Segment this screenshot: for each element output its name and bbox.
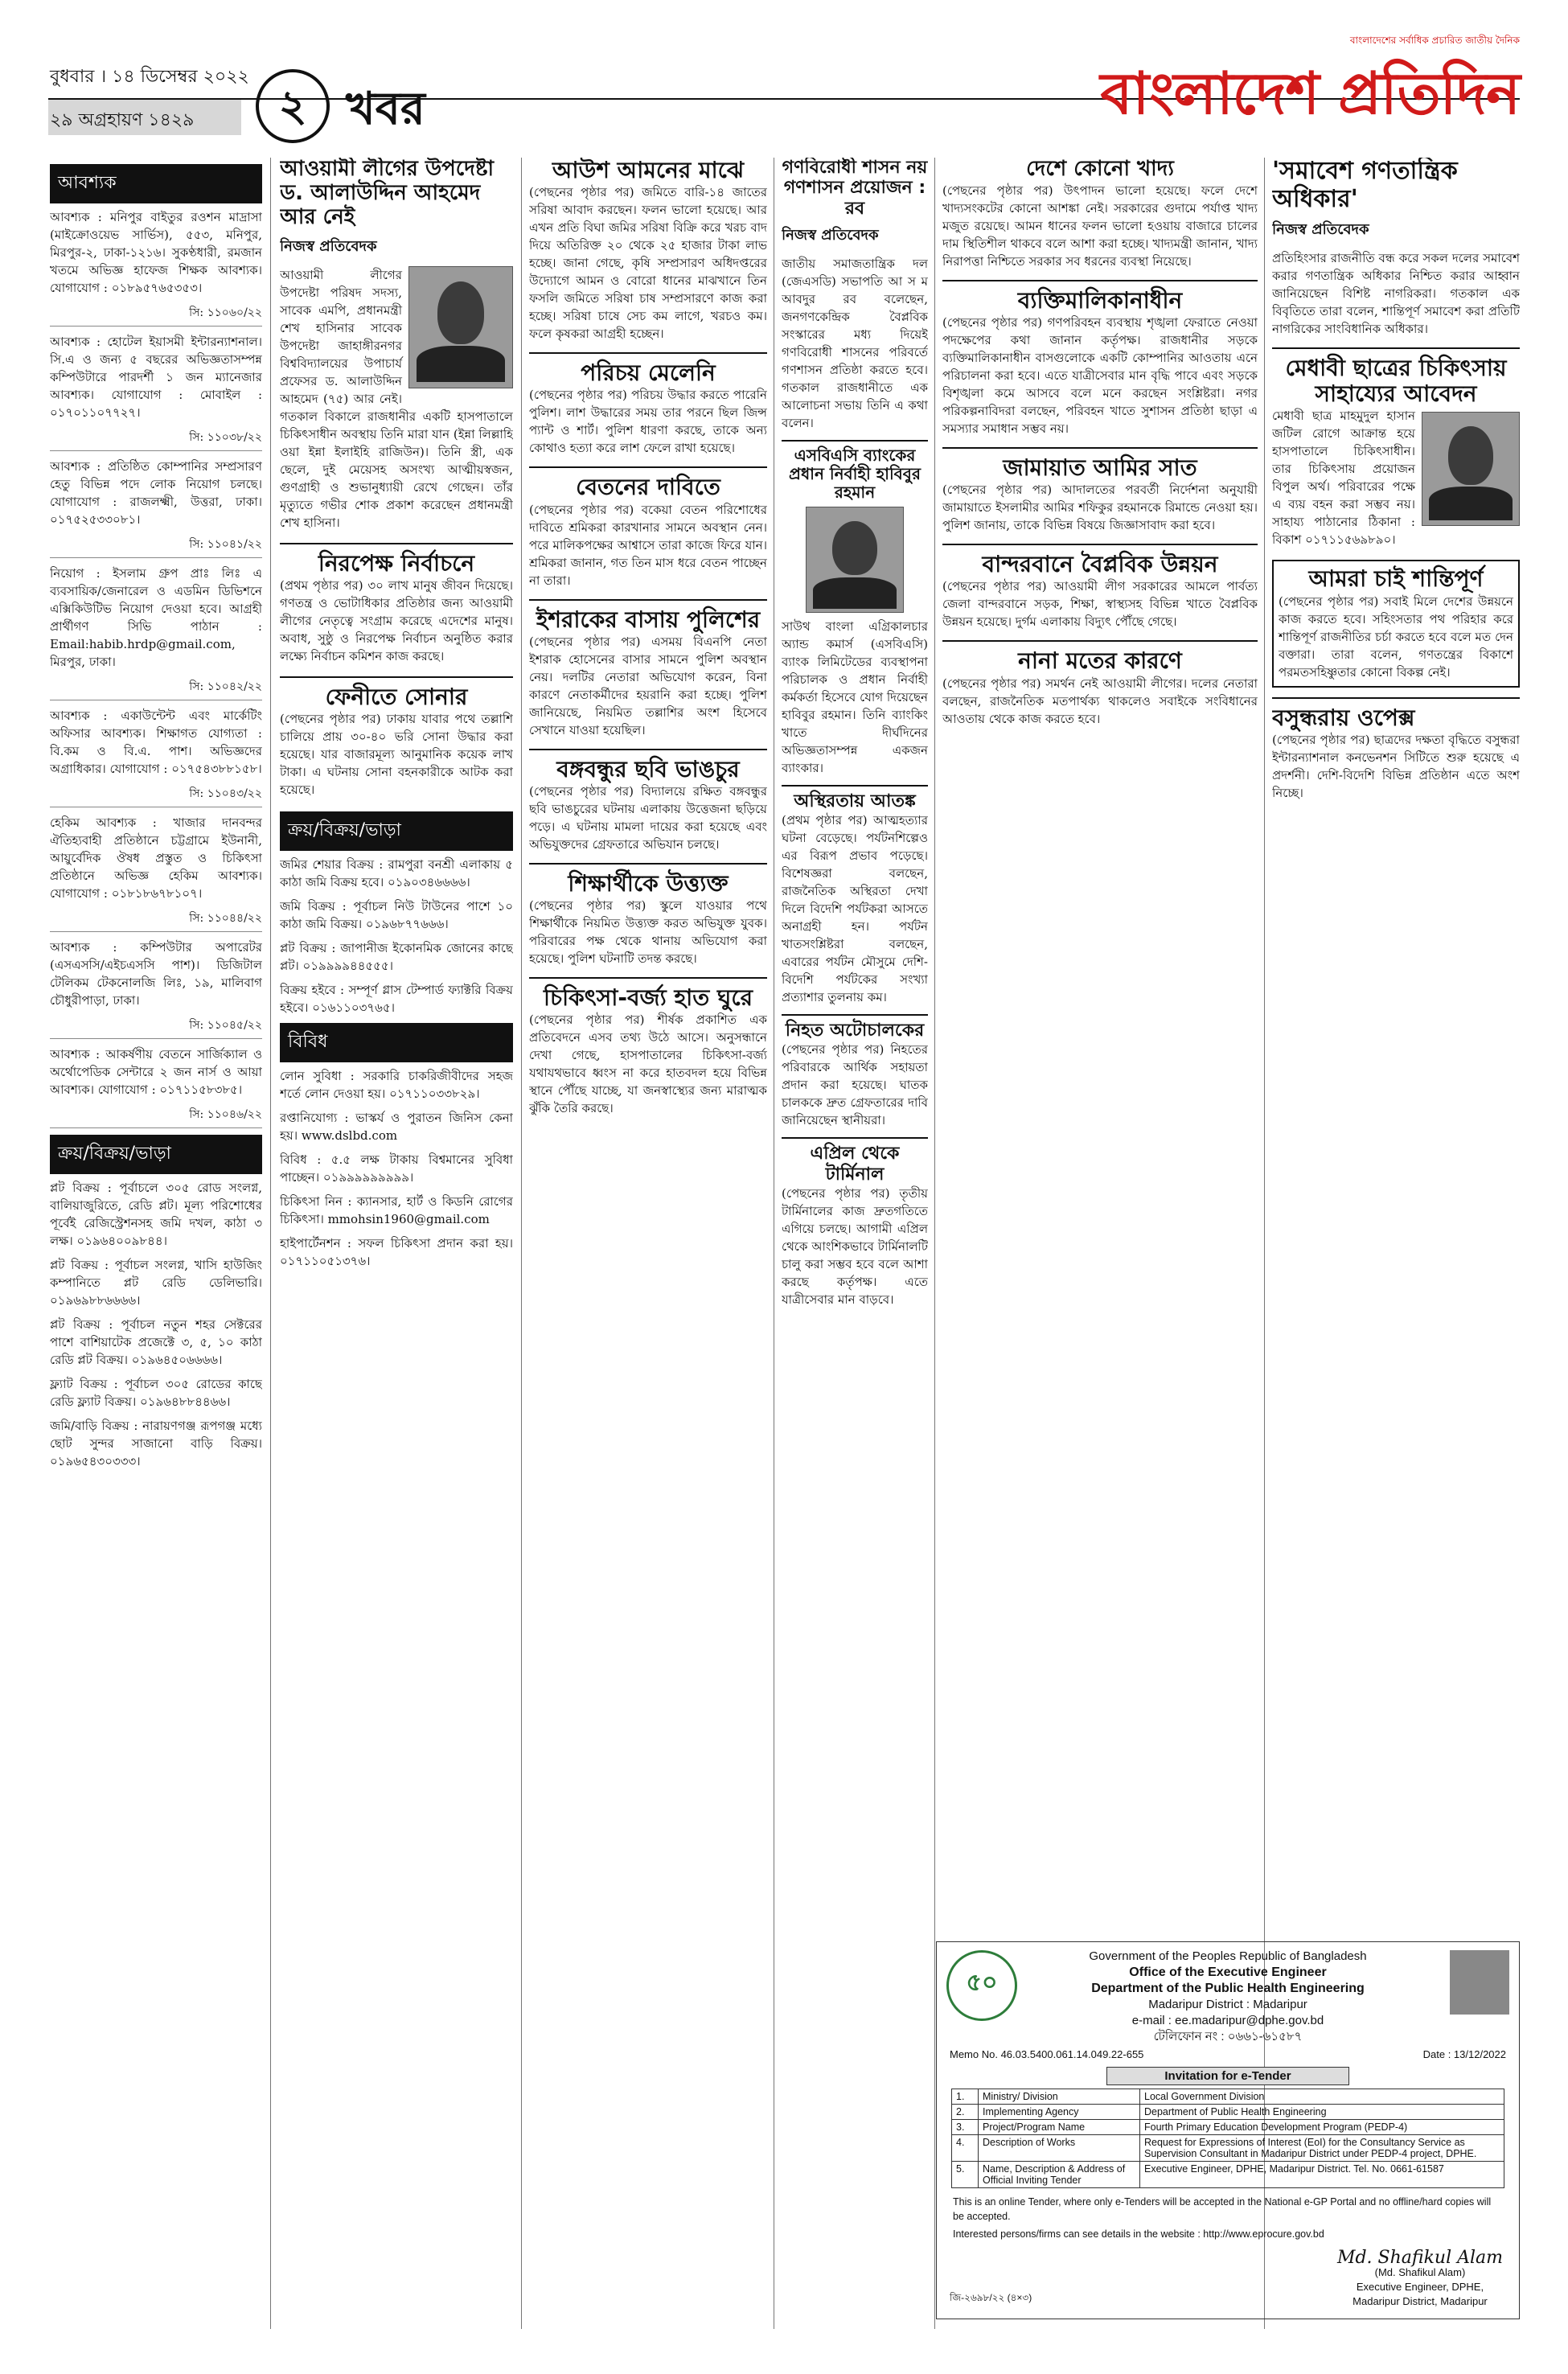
article-headline: মেধাবী ছাত্রের চিকিৎসায় সাহায্যের আবেদন bbox=[1272, 347, 1520, 407]
article-body: সাউথ বাংলা এগ্রিকালচার অ্যান্ড কমার্স (এসবিএসি) ব্যাংক লিমিটেডের ব্যবস্থাপনা পরিচালক ও প্রধান নির্বাহী কর্মকর্তা হিসেবে যোগ দিয়েছেন হাবিবুর রহমান। তিনি ব্যাংকিং খাতে দীর্ঘদিনের অভিজ্ঞতাসম্পন্ন একজন ব্যাংকার। bbox=[782, 618, 928, 775]
classified-ad: প্লট বিক্রয় : পূর্বাচল সংলগ্ন, খাসি হাউজিং কম্পানিতে প্লট রেডি ডেলিভারি। ০১৯৬৯৮৮৬৬৬৬। bbox=[50, 1258, 262, 1308]
article-body: (পেছনের পৃষ্ঠার পর) বিদ্যালয়ে রক্ষিত বঙ্গবন্ধুর ছবি ভাঙচুরের ঘটনায় এলাকায় উত্তেজনা ছড়িয়ে পড়ে। এ ঘটনায় মামলা দায়ের করা হয়েছে এবং অভিযুক্তদের গ্রেফতারে অভিযান চলছে। bbox=[529, 783, 767, 852]
ad-ref: জি-২৬৯৮/২২ (৪×৩) bbox=[950, 2292, 1032, 2303]
tender-header-line: টেলিফোন নং : ০৬৬১-৬১৫৮৭ bbox=[1153, 2030, 1303, 2043]
classified-ref: সি: ১১০৪৬/২২ bbox=[50, 1105, 262, 1128]
article-headline: চিকিৎসা-বর্জ্য হাত ঘুরে bbox=[529, 977, 767, 1011]
article-body: (পেছনের পৃষ্ঠার পর) ঢাকায় যাবার পথে তল্লাশি চালিয়ে প্রায় ৩০-৪০ ভরি সোনা উদ্ধার করা হয়েছে। যার বাজারমূল্য আনুমানিক কয়েক লাখ টাকা। এ ঘটনায় সোনা বহনকারীকে আটক করা হয়েছে। bbox=[280, 712, 513, 798]
signature-mark: Md. Shafikul Alam bbox=[1336, 2248, 1503, 2268]
newspaper-logo bbox=[1100, 34, 1520, 146]
classified-ad: জমি বিক্রয় : পূর্বাচল নিউ টাউনের পাশে ১০ কাঠা জমি বিক্রয়। ০১৯৬৮৭৭৬৬৬। bbox=[280, 899, 513, 932]
article-headline: ব্যক্তিমালিকানাধীন bbox=[942, 280, 1258, 314]
tender-header-line: Madaripur District : Madaripur bbox=[1148, 1998, 1307, 2011]
classified-ad: রপ্তানিযোগ্য : ভাস্কর্য ও পুরাতন জিনিস কেনা হয়। www.dslbd.com bbox=[280, 1111, 513, 1144]
classified-ad: আবশ্যক : আকর্ষণীয় বেতনে সার্জিক্যাল ও অর্থোপেডিক সেন্টারে ২ জন নার্স ও আয়া আবশ্যক। যোগাযোগ : ০১৭১১৫৮৩৮৫। bbox=[50, 1047, 262, 1097]
article-body: (পেছনের পৃষ্ঠার পর) সবাই মিলে দেশের উন্নয়নে কাজ করতে হবে। সহিংসতার পথ পরিহার করে শান্তিপূর্ণ রাজনীতির চর্চা করতে হবে বলে মত দেন বক্তারা। তারা বলেন, গণতন্ত্রের বিকাশে পরমতসহিষ্ণুতার কোনো বিকল্প নেই। bbox=[1279, 594, 1513, 680]
article-body: (পেছনের পৃষ্ঠার পর) স্কুলে যাওয়ার পথে শিক্ষার্থীকে নিয়মিত উত্ত্যক্ত করত অভিযুক্ত যুবক। পরিবারের পক্ষ থেকে থানায় অভিযোগ করা হয়েছে। পুলিশ ঘটনাটি তদন্ত করছে। bbox=[529, 898, 767, 967]
article-headline: এপ্রিল থেকে টার্মিনাল bbox=[782, 1137, 928, 1185]
classified-ad: আবশ্যক : মনিপুর বাইতুর রওশন মাদ্রাসা (মাইক্রোওয়েভ সার্ভিস), ৫৫৩, মনিপুর, মিরপুর-২, ঢাকা-১২১৬। সুকণ্ঠধারী, রমজান খতমে অভিজ্ঞ হাফেজ শিক্ষক আবশ্যক। যোগাযোগ : ০১৮৯৫৭৬৫৩৫৩। bbox=[50, 210, 262, 295]
table-cell: 3. bbox=[952, 2120, 979, 2135]
article-body: (প্রথম পৃষ্ঠার পর) আত্মহত্যার ঘটনা বেড়েছে। পর্যটনশিল্পেও এর বিরূপ প্রভাব পড়েছে। বিশেষজ্ঞরা বলছেন, রাজনৈতিক অস্থিরতা দেখা দিলে বিদেশি পর্যটকরা আসতে অনাগ্রহী হন। পর্যটন খাতসংশ্লিষ্টরা বলছেন, এবারের পর্যটন মৌসুমে দেশি-বিদেশি পর্যটকের সংখ্যা প্রত্যাশার তুলনায় কম। bbox=[782, 813, 928, 1005]
article-headline: বসুন্ধরায় ওপেক্স bbox=[1272, 697, 1520, 731]
table-cell: Fourth Primary Education Development Program (PEDP-4) bbox=[1140, 2120, 1504, 2135]
classified-ad: ফ্ল্যাট বিক্রয় : পূর্বাচল ৩০৫ রোডের কাছে রেডি ফ্ল্যাট বিক্রয়। ০১৯৬৪৮৮৪৪৬৬। bbox=[50, 1377, 262, 1409]
table-row bbox=[952, 2162, 1504, 2188]
column-4 bbox=[782, 158, 928, 1927]
logo-tagline: বাংলাদেশের সর্বাধিক প্রচারিত জাতীয় দৈনিক bbox=[1349, 35, 1520, 46]
article-body: (পেছনের পৃষ্ঠার পর) সমর্থন নেই আওয়ামী লীগের। দলের নেতারা বলছেন, রাজনৈতিক মতপার্থক্য থাকলেও সবাইকে সংবিধানের আওতায় থেকে কাজ করতে হবে। bbox=[942, 676, 1258, 726]
signatory-title: Executive Engineer, DPHE, bbox=[1356, 2281, 1484, 2293]
article-headline: গণবিরোধী শাসন নয় গণশাসন প্রয়োজন : রব bbox=[782, 158, 928, 219]
article-body: (পেছনের পৃষ্ঠার পর) আদালতের পরবর্তী নির্দেশনা অনুযায়ী জামায়াতে ইসলামীর আমির শফিকুর রহমানকে রিমান্ডে নেওয়া হয়। পুলিশ জানায়, তাকে বিভিন্ন বিষয়ে জিজ্ঞাসাবাদ করা হবে। bbox=[942, 483, 1258, 533]
article-headline: নিরপেক্ষ নির্বাচনে bbox=[280, 543, 513, 577]
classified-ad: জমির শেয়ার বিক্রয় : রামপুরা বনশ্রী এলাকায় ৫ কাঠা জমি বিক্রয় হবে। ০১৯০৩৪৬৬৬৬। bbox=[280, 857, 513, 890]
table-cell: 4. bbox=[952, 2135, 979, 2162]
classified-ad: জমি/বাড়ি বিক্রয় : নারায়ণগঞ্জ রূপগঞ্জ মধ্যে ছোট সুন্দর সাজানো বাড়ি বিক্রয়। ০১৯৬৫৪৩০৩৩৩। bbox=[50, 1419, 262, 1468]
article-headline: আউশ আমনের মাঝে bbox=[552, 158, 745, 183]
article-byline: নিজস্ব প্রতিবেদক bbox=[280, 237, 377, 255]
classified-heading: ক্রয়/বিক্রয়/ভাড়া bbox=[280, 811, 513, 851]
classified-ad: বিবিধ : ৫.৫ লক্ষ টাকায় বিশ্বমানের সুবিধা পাচ্ছেন। ০১৯৯৯৯৯৯৯৯৯। bbox=[280, 1152, 513, 1185]
portrait-photo bbox=[806, 507, 904, 613]
classified-column bbox=[50, 158, 262, 2345]
table-row bbox=[952, 2135, 1504, 2162]
memo-number: Memo No. 46.03.5400.061.14.049.22-655 bbox=[950, 2048, 1144, 2060]
article-headline: এসবিএসি ব্যাংকের প্রধান নির্বাহী হাবিবুর রহমান bbox=[782, 440, 928, 502]
classified-ad: চিকিৎসা নিন : ক্যানসার, হার্ট ও কিডনি রোগের চিকিৎসা। mmohsin1960@gmail.com bbox=[280, 1194, 513, 1227]
article-headline: 'সমাবেশ গণতান্ত্রিক অধিকার' bbox=[1272, 158, 1458, 213]
column-divider bbox=[934, 158, 935, 2329]
masthead bbox=[0, 0, 1568, 158]
tender-header-line: Department of the Public Health Engineering bbox=[1091, 1982, 1365, 1995]
student-photo bbox=[1422, 412, 1520, 526]
classified-ref: সি: ১১০৪৫/২২ bbox=[50, 1016, 262, 1039]
article-body: (প্রথম পৃষ্ঠার পর) ৩০ লাখ মানুষ জীবন দিয়েছে। গণতন্ত্র ও ভোটাধিকার প্রতিষ্ঠার জন্য আওয়ামী লীগের নেতৃত্বে সংগ্রাম করেছে এদেশের মানুষ। অবাধ, সুষ্ঠু ও নিরপেক্ষ নির্বাচন অনুষ্ঠিত করার লক্ষ্যে নির্বাচন কমিশন কাজ করছে। bbox=[280, 577, 513, 663]
article-headline: নানা মতের কারণে bbox=[942, 640, 1258, 674]
article-byline: নিজস্ব প্রতিবেদক bbox=[1272, 221, 1369, 238]
tender-header-line: Office of the Executive Engineer bbox=[1129, 1965, 1327, 1979]
column-divider bbox=[270, 158, 271, 2329]
memo-date: Date : 13/12/2022 bbox=[1422, 2048, 1506, 2060]
table-cell: Project/Program Name bbox=[979, 2120, 1140, 2135]
classified-ad: বিক্রয় হইবে : সম্পূর্ণ গ্লাস টেম্পার্ড ফ্যাক্টরি বিক্রয় হইবে। ০১৬১১০৩৭৬৫। bbox=[280, 983, 513, 1016]
tender-title: Invitation for e-Tender bbox=[1106, 2067, 1349, 2085]
table-cell: Executive Engineer, DPHE, Madaripur District. Tel. No. 0661-61587 bbox=[1140, 2162, 1504, 2188]
article-body: (পেছনের পৃষ্ঠার পর) আওয়ামী লীগ সরকারের আমলে পার্বত্য জেলা বান্দরবানে সড়ক, শিক্ষা, স্বাস্থ্যসহ বিভিন্ন খাতে বৈপ্লবিক উন্নয়ন হয়েছে। দুর্গম এলাকায় বিদ্যুৎ পৌঁছে গেছে। bbox=[942, 579, 1258, 630]
article-body: (পেছনের পৃষ্ঠার পর) বকেয়া বেতন পরিশোধের দাবিতে শ্রমিকরা কারখানার সামনে অবস্থান নেন। পরে মালিকপক্ষের আশ্বাসে তারা কাজে ফিরে যান। শ্রমিকরা জানান, গত তিন মাস ধরে বেতন পাচ্ছেন না তারা। bbox=[529, 502, 767, 588]
article-body: মেধাবী ছাত্র মাহমুদুল হাসান জটিল রোগে আক্রান্ত হয়ে হাসপাতালে চিকিৎসাধীন। তার চিকিৎসায় প্রয়োজন বিপুল অর্থ। পরিবারের পক্ষে এ ব্যয় বহন করা সম্ভব নয়। সাহায্য পাঠানোর ঠিকানা : বিকাশ ০১৭১১৫৬৯৮৯০। bbox=[1272, 409, 1415, 548]
article-body: আওয়ামী লীগের উপদেষ্টা পরিষদ সদস্য, সাবেক এমপি, প্রধানমন্ত্রী শেখ হাসিনার সাবেক উপদেষ্টা জাহাঙ্গীরনগর বিশ্ববিদ্যালয়ের উপাচার্য প্রফেসর ড. আলাউদ্দিন আহমেদ (৭৫) আর নেই। গতকাল বিকালে রাজধানীর একটি হাসপাতালে চিকিৎসাধীন অবস্থায় তিনি মারা যান (ইন্না লিল্লাহি ওয়া ইন্না ইলাইহি রাজিউন)। তিনি স্ত্রী, এক ছেলে, দুই মেয়েসহ অসংখ্য আত্মীয়স্বজন, গুণগ্রাহী ও শুভানুধ্যায়ী রেখে গেছেন। তাঁর মৃত্যুতে গভীর শোক প্রকাশ করেছেন প্রধানমন্ত্রী শেখ হাসিনা। bbox=[280, 267, 513, 530]
table-cell: Department of Public Health Engineering bbox=[1140, 2105, 1504, 2120]
classified-ad: হাইপার্টেনশন : সফল চিকিৎসা প্রদান করা হয়। ০১৭১১০৫১৩৭৬। bbox=[280, 1236, 513, 1269]
signatory-name: (Md. Shafikul Alam) bbox=[1374, 2266, 1466, 2278]
classified-ad: হেকিম আবশ্যক : খাজার দানবন্দর ঐতিহ্যবাহী প্রতিষ্ঠানে চট্টগ্রামে ইউনানী, আয়ুর্বেদিক ঔষধ প্রস্তুত ও চিকিৎসা প্রতিষ্ঠানে অভিজ্ঞ হেকিম আবশ্যক। যোগাযোগ : ০১৮১৮৬৭৮১০৭। bbox=[50, 815, 262, 901]
article-headline: নিহত অটোচালকের bbox=[782, 1014, 928, 1041]
column-divider bbox=[521, 158, 522, 2329]
classified-ad: লোন সুবিধা : সরকারি চাকরিজীবীদের সহজ শর্তে লোন দেওয়া হয়। ০১৭১১০৩৩৮২৯। bbox=[280, 1069, 513, 1102]
classified-ad: প্লট বিক্রয় : পূর্বাচলে ৩০৫ রোড সংলগ্ন, বালিয়াজুরিতে, রেডি প্লট। মূল্য পরিশোধের পূর্বেই রেজিস্ট্রেশনসহ জমি দখল, কাঠা ৩ লক্ষ। ০১৯৬৪০০৯৮৪৪। bbox=[50, 1181, 262, 1248]
tender-header-line: Government of the Peoples Republic of Bangladesh bbox=[1089, 1949, 1367, 1963]
article-body: (পেছনের পৃষ্ঠার পর) ছাত্রদের দক্ষতা বৃদ্ধিতে বসুন্ধরা ইন্টারন্যাশনাল কনভেনশন সিটিতে শুরু হয়েছে এ প্রদর্শনী। দেশি-বিদেশি বিভিন্ন প্রতিষ্ঠান এতে অংশ নিচ্ছে। bbox=[1272, 732, 1520, 800]
article-headline: শিক্ষার্থীকে উত্ত্যক্ত bbox=[529, 863, 767, 897]
article-body: জাতীয় সমাজতান্ত্রিক দল (জেএসডি) সভাপতি আ স ম আবদুর রব বলেছেন, জনগণকেন্দ্রিক বৈপ্লবিক সংস্কারের মধ্য দিয়েই গণবিরোধী শাসনের পরিবর্তে গণশাসন প্রতিষ্ঠা করতে হবে। গতকাল রাজধানীতে এক আলোচনা সভায় তিনি এ কথা বলেন। bbox=[782, 256, 928, 430]
article-headline: ফেনীতে সোনার bbox=[280, 676, 513, 710]
classified-ref: সি: ১১০৪৩/২২ bbox=[50, 784, 262, 807]
classified-ref: সি: ১১০৩৮/২২ bbox=[50, 428, 262, 451]
classified-ad: আবশ্যক : প্রতিষ্ঠিত কোম্পানির সম্প্রসারণ হেতু বিভিন্ন পদে লোক নিয়োগ চলছে। যোগাযোগ : রাজলক্ষ্মী, উত্তরা, ঢাকা। ০১৭৫২৫৩৩০৮১। bbox=[50, 459, 262, 527]
bangla-date: ২৯ অগ্রহায়ণ ১৪২৯ bbox=[50, 110, 195, 130]
portrait-photo bbox=[408, 266, 513, 388]
article-body: (পেছনের পৃষ্ঠার পর) পরিচয় উদ্ধার করতে পারেনি পুলিশ। লাশ উদ্ধারের সময় তার পরনে ছিল জিন্স প্যান্ট ও শার্ট। পুলিশ ধারণা করছে, তাকে অন্য কোথাও হত্যা করে লাশ ফেলে রাখা হয়েছে। bbox=[529, 388, 767, 456]
tender-notice bbox=[936, 1941, 1520, 2319]
article-byline: নিজস্ব প্রতিবেদক bbox=[782, 226, 879, 244]
article-headline: বান্দরবানে বৈপ্লবিক উন্নয়ন bbox=[942, 544, 1258, 577]
classified-heading: ক্রয়/বিক্রয়/ভাড়া bbox=[50, 1135, 262, 1174]
article-body: (পেছনের পৃষ্ঠার পর) জমিতে বারি-১৪ জাতের সরিষা আবাদ করছেন। ফলন ভালো হয়েছে। আর এখন প্রতি বিঘা জমির সরিষা বিক্রি করে খরচ বাদ দিয়ে অতিরিক্ত ২০ থেকে ২৫ হাজার টাকা লাভ হচ্ছে। জানা গেছে, কৃষি সম্প্রসারণ অধিদপ্তরের উদ্যোগে আমন ও বোরো ধানের মাঝখানে তিন ফসলি জমিতে সরিষা চাষ সম্প্রসারণে কাজ করা হচ্ছে। সরিষা চাষে সেচ কম লাগে, খরচও কম। ফলে কৃষকরা আগ্রহী হচ্ছেন। bbox=[529, 185, 767, 342]
classified-ad: প্লট বিক্রয় : জাপানীজ ইকোনমিক জোনের কাছে প্লট। ০১৯৯৯৯৪৪৫৫৫। bbox=[280, 941, 513, 974]
article-headline: আওয়ামী লীগের উপদেষ্টা ড. আলাউদ্দিন আহমেদ আর নেই bbox=[280, 158, 495, 229]
logo-name: বাংলাদেশ প্রতিদিন bbox=[1100, 60, 1520, 127]
page-number: ২ bbox=[256, 69, 330, 143]
section-name: খবর bbox=[346, 83, 425, 135]
article-headline: জামায়াত আমির সাত bbox=[942, 447, 1258, 481]
classified-heading: বিবিধ bbox=[280, 1023, 513, 1062]
classified-ad: আবশ্যক : একাউন্টেন্ট এবং মার্কেটিং অফিসার আবশ্যক। শিক্ষাগত যোগ্যতা : বি.কম ও বি.এ. পাশ। অভিজ্ঞদের অগ্রাধিকার। যোগাযোগ : ০১৭৫৪৩৮৮১৫৮। bbox=[50, 709, 262, 776]
boxed-article bbox=[1272, 560, 1520, 687]
signatory-place: Madaripur District, Madaripur bbox=[1353, 2295, 1488, 2307]
article-headline: দেশে কোনো খাদ্য bbox=[1026, 158, 1174, 181]
column-3 bbox=[529, 158, 767, 2329]
column-2 bbox=[280, 158, 513, 2329]
table-cell: 5. bbox=[952, 2162, 979, 2188]
article-body: (পেছনের পৃষ্ঠার পর) শীর্ষক প্রকাশিত এক প্রতিবেদনে এসব তথ্য উঠে আসে। অনুসন্ধানে দেখা গেছে, হাসপাতালের চিকিৎসা-বর্জ্য যথাযথভাবে ধ্বংস না করে হাতবদল হয়ে বিভিন্ন স্থানে পৌঁছে যাচ্ছে, যা জনস্বাস্থ্যের জন্য মারাত্মক ঝুঁকি তৈরি করছে। bbox=[529, 1012, 767, 1116]
tender-memo-line bbox=[937, 2045, 1519, 2064]
tender-note: Interested persons/firms can see details in the website : http://www.eprocure.gov.bd bbox=[953, 2228, 1324, 2240]
article-headline: আমরা চাই শান্তিপূর্ণ bbox=[1308, 565, 1484, 593]
classified-ad: নিয়োগ : ইসলাম গ্রুপ প্রাঃ লিঃ এ ব্যবসায়িক/জেনারেল ও এডমিন ডিভিশনে এক্সিকিউটিভ নিয়োগ দেওয়া হবে। আগ্রহী প্রার্থীগণ সিভি পাঠান : Email:habib.hrdp@gmail.com, মিরপুর, ঢাকা। bbox=[50, 566, 262, 669]
table-cell: Ministry/ Division bbox=[979, 2089, 1140, 2105]
article-body: (পেছনের পৃষ্ঠার পর) এসময় বিএনপি নেতা ইশরাক হোসেনের বাসার সামনে পুলিশ অবস্থান নেয়। দলটির নেতারা অভিযোগ করেন, বিনা কারণে নেতাকর্মীদের হয়রানি করা হচ্ছে। পুলিশ জানিয়েছে, নিয়মিত তল্লাশির অংশ হিসেবে সেখানে যাওয়া হয়েছিল। bbox=[529, 634, 767, 737]
article-headline: ইশরাকের বাসায় পুলিশের bbox=[529, 599, 767, 633]
table-cell: 2. bbox=[952, 2105, 979, 2120]
table-cell: Description of Works bbox=[979, 2135, 1140, 2162]
column-6 bbox=[1272, 158, 1520, 1935]
tender-signature-block bbox=[1336, 2248, 1503, 2309]
article-body: প্রতিহিংসার রাজনীতি বন্ধ করে সকল দলের সমাবেশ করার গণতান্ত্রিক অধিকার নিশ্চিত করার আহ্বান জানিয়েছেন বিশিষ্ট নাগরিকরা। গতকাল এক বিবৃতিতে তারা বলেন, শান্তিপূর্ণ সমাবেশ করা প্রতিটি নাগরিকের সাংবিধানিক অধিকার। bbox=[1272, 251, 1520, 336]
table-cell: 1. bbox=[952, 2089, 979, 2105]
article-headline: পরিচয় মেলেনি bbox=[529, 352, 767, 386]
table-cell: Implementing Agency bbox=[979, 2105, 1140, 2120]
classified-ref: সি: ১১০৪১/২২ bbox=[50, 535, 262, 558]
article-headline: বেতনের দাবিতে bbox=[529, 466, 767, 500]
classified-ref: সি: ১১০৪৪/২২ bbox=[50, 909, 262, 932]
classified-ref: সি: ১১০৬০/২২ bbox=[50, 303, 262, 327]
golden-jubilee-logo: ৫০ bbox=[946, 1950, 1017, 2021]
classified-ad: আবশ্যক : হোটেল ইয়াসমী ইন্টারন্যাশনাল। সি.এ ও জন্য ৫ বছরের অভিজ্ঞতাসম্পন্ন কম্পিউটারে পারদর্শী ১ জন ম্যানেজার আবশ্যক। যোগাযোগ : মোবাইল : ০১৭০১১০৭৭২৭। bbox=[50, 335, 262, 420]
column-5 bbox=[942, 158, 1258, 1935]
portrait-photo bbox=[1450, 1950, 1509, 2015]
tender-header-line: e-mail : ee.madaripur@dphe.gov.bd bbox=[1131, 2014, 1324, 2027]
table-cell: Name, Description & Address of Official Inviting Tender bbox=[979, 2162, 1140, 2188]
classified-heading: আবশ্যক bbox=[50, 164, 262, 203]
table-row bbox=[952, 2105, 1504, 2120]
classified-ref: সি: ১১০৪২/২২ bbox=[50, 677, 262, 700]
article-body: (পেছনের পৃষ্ঠার পর) গণপরিবহন ব্যবস্থায় শৃঙ্খলা ফেরাতে নেওয়া পদক্ষেপের কথা জানান কর্তৃপক্ষ। রাজধানীর সড়কে ব্যক্তিমালিকানাধীন বাসগুলোকে একটি কোম্পানির আওতায় এনে পরিচালনা করা হবে। এতে যাত্রীসেবার মান বৃদ্ধি পাবে এবং সড়কে বিশৃঙ্খলা কমে আসবে বলে মনে করছেন সংশ্লিষ্টরা। নগর পরিকল্পনাবিদরা বলছেন, পরিবহন খাতে সুশাসন প্রতিষ্ঠা ছাড়া এ সমস্যার সমাধান সম্ভব নয়। bbox=[942, 315, 1258, 437]
weekday-date: বুধবার । ১৪ ডিসেম্বর ২০২২ bbox=[50, 67, 249, 87]
article-body: (পেছনের পৃষ্ঠার পর) তৃতীয় টার্মিনালের কাজ দ্রুতগতিতে এগিয়ে চলছে। আগামী এপ্রিল থেকে আংশিকভাবে টার্মিনালটি চালু করা সম্ভব হবে বলে আশা করছে কর্তৃপক্ষ। এতে যাত্রীসেবার মান বাড়বে। bbox=[782, 1186, 928, 1308]
classified-ad: প্লট বিক্রয় : পূর্বাচল নতুন শহর সেক্টরের পাশে বাশিয়াটেক প্রজেক্টে ৩, ৫, ১০ কাঠা রেডি প্লট বিক্রয়। ০১৯৬৪৫০৬৬৬৬। bbox=[50, 1317, 262, 1367]
article-headline: বঙ্গবন্ধুর ছবি ভাঙচুর bbox=[529, 749, 767, 782]
tender-table bbox=[951, 2089, 1504, 2188]
tender-note: This is an online Tender, where only e-Tenders will be accepted in the National e-GP Portal and no offline/hard copies will be accepted. bbox=[953, 2196, 1492, 2222]
tender-header bbox=[937, 1949, 1519, 2045]
table-row bbox=[952, 2089, 1504, 2105]
table-row bbox=[952, 2120, 1504, 2135]
article-headline: অস্থিরতায় আতঙ্ক bbox=[782, 785, 928, 811]
article-body: (পেছনের পৃষ্ঠার পর) উৎপাদন ভালো হয়েছে। ফলে দেশে খাদ্যসংকটের কোনো আশঙ্কা নেই। সরকারের গুদামে পর্যাপ্ত খাদ্য মজুত রয়েছে। আমন ধানের ফলন ভালো হওয়ায় বাজারে চালের দাম স্থিতিশীল থাকবে বলে আশা করা হচ্ছে। খাদ্যমন্ত্রী জানান, খাদ্য নিরাপত্তা নিশ্চিতে সরকার সব ধরনের ব্যবস্থা নিয়েছে। bbox=[942, 183, 1258, 269]
classified-ad: আবশ্যক : কম্পিউটার অপারেটর (এসএসসি/এইচএসসি পাশ)। ডিজিটাল টেলিকম টেকনোলজি লিঃ, ১৯, মালিবাগ চৌধুরীপাড়া, ঢাকা। bbox=[50, 940, 262, 1008]
table-cell: Local Government Division bbox=[1140, 2089, 1504, 2105]
table-cell: Request for Expressions of Interest (EoI) for the Consultancy Service as Supervision Consultant in Madaripur District under PEDP-4 project, DPHE. bbox=[1140, 2135, 1504, 2162]
article-body: (পেছনের পৃষ্ঠার পর) নিহতের পরিবারকে আর্থিক সহায়তা প্রদান করা হয়েছে। ঘাতক চালককে দ্রুত গ্রেফতারের দাবি জানিয়েছেন স্থানীয়রা। bbox=[782, 1042, 928, 1128]
